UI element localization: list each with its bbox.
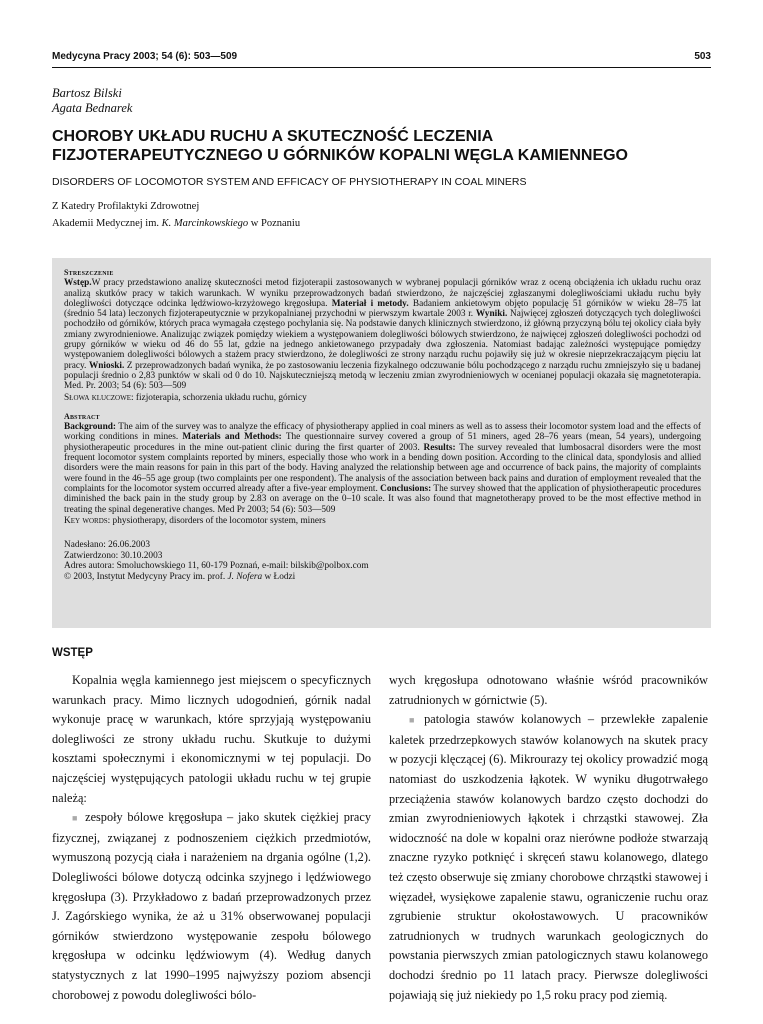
streszczenie-keywords: Słowa kluczowe: fizjoterapia, schorzenia układu ruchu, górnicy bbox=[64, 392, 307, 403]
bullet-square-icon: ■ bbox=[72, 813, 80, 824]
affiliation-line: Z Katedry Profilaktyki Zdrowotnej bbox=[52, 201, 200, 212]
abstract-block bbox=[64, 412, 701, 526]
abstract-keywords: Key words: physiotherapy, disorders of the locomotor system, miners bbox=[64, 515, 326, 526]
author-address: Adres autora: Smoluchowskiego 11, 60-179 Poznań, e-mail: bilskib@polbox.com bbox=[64, 561, 369, 572]
article-dates bbox=[64, 540, 701, 582]
copyright: © 2003, Instytut Medycyny Pracy im. prof. J. Nofera w Łodzi bbox=[64, 571, 296, 582]
abstract-text: Background: The aim of the survey was to analyze the efficacy of physiotherapy applied in coal miners as well as to assess their locomotor system load and the effects of working conditions in mines. Materials and Methods: The questionnaire survey covered a group of 51 miners, aged 28–76 years (mean, 54 years), undergoing physiotherapeutic procedures in the mine out-patient clinic during the first quarter of 2003. Results: The survey revealed that lumbosacral disorders were the most frequent locomotor system complaints reported by miners, especially those who work in a bending down position. According to the clinical data, spondylosis and allied disorders were the main reasons for pain in this part of the body. Having analyzed the relationship between age and occurrence of back pains, the majority of complaints were found in the 46–55 age group (two complaints per one respondent). The analysis of the association between back pains and duration of employment revealed that the complaints for the locomotor system occurred already after a five-year employment. Conclusions: The survey showed that the application of physiotherapeutic procedures diminished the back pain in the study group by 2.83 on average on the 0–10 scale. It was also found that magnetotherapy proved to be the most effective method in treating the spinal degenerative changes. Med Pr 2003; 54 (6): 503—509 bbox=[64, 422, 701, 515]
title-line: CHOROBY UKŁADU RUCHU A SKUTECZNOŚĆ LECZENIA bbox=[52, 128, 494, 145]
journal-header: Medycyna Pracy 2003; 54 (6): 503—509 bbox=[52, 51, 238, 62]
streszczenie-heading: Streszczenie bbox=[64, 268, 114, 277]
affiliation-line: Akademii Medycznej im. K. Marcinkowskiego w Poznaniu bbox=[52, 218, 301, 229]
streszczenie-block bbox=[64, 268, 701, 403]
abstract-heading: Abstract bbox=[64, 411, 100, 421]
article-title bbox=[52, 127, 722, 165]
date-received: Nadesłano: 26.06.2003 bbox=[64, 540, 150, 551]
author-name: Agata Bednarek bbox=[52, 101, 133, 115]
abstract-box bbox=[52, 258, 711, 628]
body-paragraph: Kopalnia węgla kamiennego jest miejscem o specyficznych warunkach pracy. Mimo licznych udogodnień, górnik nadal wykonuje pracę w warunkach, które sprzyjają występowaniu dolegliwości ze strony układu ruchu. Skutkuje to dużymi kosztami społecznymi i ekonomicznymi w tej populacji. Do najczęściej występujących patologii układu ruchu w tej grupie należą: bbox=[52, 673, 371, 805]
streszczenie-text: Wstęp.W pracy przedstawiono analizę skuteczności metod fizjoterapii zastosowanych w wybranej populacji górników wraz z oceną obciążenia ich układu ruchu oraz analizą skutków pracy w takich warunkach. W wyniku przeprowadzonych badań stwierdzono, że najczęściej zgłaszanymi dolegliwościami układu ruchu były dolegliwości dotyczące odcinka lędźwiowo-krzyżowego kręgosłupa. Materiał i metody. Badaniem ankietowym objęto populację 51 górników w wieku 28–75 lat (średnio 54 lata) leczonych fizjoterapeutycznie w przykopalnianej przychodni w pierwszym kwartale 2003 r. Wyniki. Najwięcej zgłoszeń dotyczących tych dolegliwości pochodziło od górników, których praca wymagała częstego pochylania się. Na podstawie danych klinicznych stwierdzono, iż główną przyczyną bólu tej okolicy ciała były zmiany zwyrodnieniowe. Analizując związek pomiędzy wiekiem a występowaniem dolegliwości bólowych stwierdzono, że najwięcej zgłoszeń dolegliwości pochodzi od grupy górników w wieku od 46 do 55 lat, gdzie na jednego ankietowanego przypadały dwa zgłoszenia. Natomiast badając zależności występujące pomiędzy występowaniem dolegliwości bólowych a stażem pracy stwierdzono, że dolegliwości ze strony narządu ruchu pojawiły się już w okresie nieprzekraczającym pięciu lat pracy. Wnioski. Z przeprowadzonych badań wynika, że po zastosowaniu leczenia fizykalnego odczuwanie bólu pochodzącego z narządu ruchu zmniejszyło się u badanej populacji średnio o 2,83 punktów w skali od 0 do 10. Najskuteczniejszą metodą w leczeniu zmian zwyrodnieniowych w ocenianej populacji okazała się magnetoterapia. Med. Pr. 2003; 54 (6): 503—509 bbox=[64, 278, 702, 392]
date-accepted: Zatwierdzono: 30.10.2003 bbox=[64, 550, 163, 561]
page-number: 503 bbox=[694, 51, 711, 62]
header-divider bbox=[52, 67, 711, 68]
english-title: DISORDERS OF LOCOMOTOR SYSTEM AND EFFICACY OF PHYSIOTHERAPY IN COAL MINERS bbox=[52, 176, 527, 188]
bullet-square-icon: ■ bbox=[409, 715, 419, 726]
author-name: Bartosz Bilski bbox=[52, 86, 122, 100]
bullet-paragraph: ■ zespoły bólowe kręgosłupa – jako skutek ciężkiej pracy fizycznej, związanej z podnoszeniem ciężkich przedmiotów, wymuszoną pozycją ciała i narażeniem na drgania ogólne (1,2). Dolegliwości bólowe dotyczą odcinka szyjnego i lędźwiowego kręgosłupa (3). Przykładowo z badań przeprowadzonych przez J. Zagórskiego wynika, że aż u 31% obserwowanej populacji górników stwierdzono występowanie zespołu bólowego kręgosłupa w odcinku lędźwiowym (4). Według danych statystycznych z lat 1990–1995 najwyższy poziom absencji chorobowej z powodu dolegliwości bólo- bbox=[52, 810, 371, 1002]
title-line: FIZJOTERAPEUTYCZNEGO U GÓRNIKÓW KOPALNI WĘGLA KAMIENNEGO bbox=[52, 147, 628, 164]
affiliation-patron: K. Marcinkowskiego bbox=[161, 218, 249, 229]
affiliation bbox=[52, 198, 300, 232]
body-column-left bbox=[52, 671, 371, 1005]
authors bbox=[52, 86, 132, 116]
body-column-right bbox=[389, 671, 708, 1005]
body-paragraph: wych kręgosłupa odnotowano właśnie wśród pracowników zatrudnionych w górnictwie (5). bbox=[389, 673, 708, 707]
section-heading: WSTĘP bbox=[52, 647, 93, 659]
bullet-paragraph: ■ patologia stawów kolanowych – przewlekłe zapalenie kaletek przedrzepkowych stawów kolanowych na skutek pracy w pozycji klęczącej (6). Mikrourazy tej okolicy prowadzić mogą natomiast do uszkodzenia łąkotek. W wyniku długotrwałego przeciążenia stawów kolanowych bardzo często dochodzi do zmian zwyrodnieniowych łąkotek i chrząstki stawowej. Zła widoczność na dole w kopalni oraz nierówne podłoże stwarzają znaczne ryzyko potknięć i skręceń stawu kolanowego, dlatego też często obserwuje się zmiany chorobowe chrząstki stawowej i więzadeł, wysiękowe zapalenie stawu, ograniczenie ruchu oraz zgrubienie struktur okołostawowych. U pracowników zatrudnionych w trudnych warunkach geologicznych do powstania pierwszych zmian patologicznych stawu kolanowego dochodzi średnio po 11 latach pracy. Pierwsze dolegliwości pojawiają się już niekiedy po 1,5 roku pracy pod ziemią. bbox=[389, 712, 709, 1002]
